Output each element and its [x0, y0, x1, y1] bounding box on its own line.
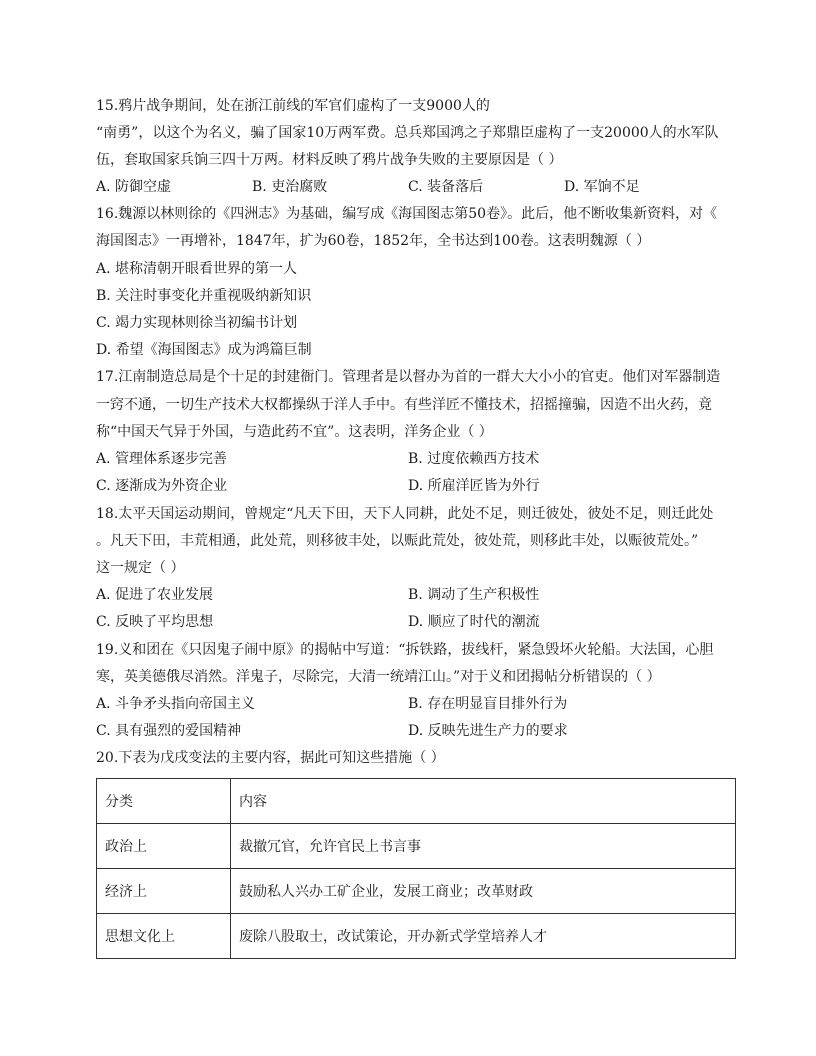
- q16-option-d[interactable]: D. 希望《海国图志》成为鸿篇巨制: [96, 342, 312, 358]
- q18-stem-line1: 18.太平天国运动期间，曾规定“凡天下田，天下人同耕，此处不足，则迁彼处，彼处不足，则迁此处: [96, 506, 714, 522]
- q16-option-c[interactable]: C. 竭力实现林则徐当初编书计划: [96, 315, 298, 331]
- table-row: [97, 824, 736, 869]
- table-cell-content: 鼓励私人兴办工矿企业，发展工商业；改革财政: [231, 869, 736, 914]
- q19-stem-line1: 19.义和团在《只因鬼子闹中原》的揭帖中写道：“拆铁路，拔线杆，紧急毁坏火轮船。大法国，心胆: [96, 642, 714, 658]
- q18-option-c[interactable]: C. 反映了平均思想: [96, 614, 214, 630]
- q19-option-c[interactable]: C. 具有强烈的爱国精神: [96, 723, 242, 739]
- q19-option-d[interactable]: D. 反映先进生产力的要求: [408, 723, 568, 739]
- q15-option-c[interactable]: C. 装备落后: [408, 179, 484, 195]
- q17-option-c[interactable]: C. 逐渐成为外资企业: [96, 478, 228, 494]
- reform-content-table: [96, 778, 736, 959]
- table-header-content: 内容: [231, 779, 736, 824]
- table-cell-category: 政治上: [97, 824, 231, 869]
- q16-stem-line2: 海国图志》一再增补，1847年，扩为60卷，1852年，全书达到100卷。这表明魏源（ ）: [96, 233, 651, 249]
- q18-stem-line2: 。凡天下田，丰荒相通，此处荒，则移彼丰处，以赈此荒处，彼处荒，则移此丰处，以赈彼荒处。”: [96, 533, 699, 549]
- q18-option-b[interactable]: B. 调动了生产积极性: [408, 587, 540, 603]
- q17-stem-line3: 称“中国天气异于外国，与造此药不宜”。这表明，洋务企业（ ）: [96, 424, 493, 440]
- q15-option-a[interactable]: A. 防御空虚: [96, 179, 172, 195]
- q17-stem-line2: 一窍不通，一切生产技术大权都操纵于洋人手中。有些洋匠不懂技术，招摇撞骗，因造不出火药，竟: [96, 397, 712, 413]
- q17-option-a[interactable]: A. 管理体系逐步完善: [96, 451, 228, 467]
- q19-option-a[interactable]: A. 斗争矛头指向帝国主义: [96, 696, 256, 712]
- table-row: [97, 869, 736, 914]
- q15-stem-line2: “南勇”，以这个为名义，骗了国家10万两军费。总兵郑国鸿之子郑鼎臣虚构了一支20000人的水军队: [96, 125, 719, 141]
- q20-stem-line1: 20.下表为戊戌变法的主要内容，据此可知这些措施（ ）: [96, 750, 445, 766]
- q18-stem-line3: 这一规定（ ）: [96, 560, 185, 576]
- table-header-row: [97, 779, 736, 824]
- q18-option-d[interactable]: D. 顺应了时代的潮流: [408, 614, 540, 630]
- q15-option-d[interactable]: D. 军饷不足: [564, 179, 640, 195]
- q15-stem-line3: 伍，套取国家兵饷三四十万两。材料反映了鸦片战争失败的主要原因是（ ）: [96, 152, 563, 168]
- q16-option-a[interactable]: A. 堪称清朝开眼看世界的第一人: [96, 261, 298, 277]
- q18-option-a[interactable]: A. 促进了农业发展: [96, 587, 214, 603]
- q15-stem-line1: 15.鸦片战争期间，处在浙江前线的军官们虚构了一支9000人的: [96, 98, 490, 114]
- q17-stem-line1: 17.江南制造总局是个十足的封建衙门。管理者是以督办为首的一群大大小小的官吏。他们对军器制造: [96, 369, 721, 385]
- q19-stem-line2: 寒，英美德俄尽消然。洋鬼子，尽除完，大清一统靖江山。”对于义和团揭帖分析错误的（ ）: [96, 669, 661, 685]
- table-row: [97, 914, 736, 959]
- q15-option-b[interactable]: B. 吏治腐败: [252, 179, 328, 195]
- q16-option-b[interactable]: B. 关注时事变化并重视吸纳新知识: [96, 288, 312, 304]
- table-cell-content: 裁撤冗官，允许官民上书言事: [231, 824, 736, 869]
- q19-option-b[interactable]: B. 存在明显盲目排外行为: [408, 696, 568, 712]
- q17-option-b[interactable]: B. 过度依赖西方技术: [408, 451, 540, 467]
- q16-stem-line1: 16.魏源以林则徐的《四洲志》为基础，编写成《海国图志第50卷》。此后，他不断收集新资料，对《: [96, 206, 718, 222]
- table-cell-category: 思想文化上: [97, 914, 231, 959]
- table-cell-content: 废除八股取士，改试策论，开办新式学堂培养人才: [231, 914, 736, 959]
- q17-option-d[interactable]: D. 所雇洋匠皆为外行: [408, 478, 540, 494]
- table-cell-category: 经济上: [97, 869, 231, 914]
- table-header-category: 分类: [97, 779, 231, 824]
